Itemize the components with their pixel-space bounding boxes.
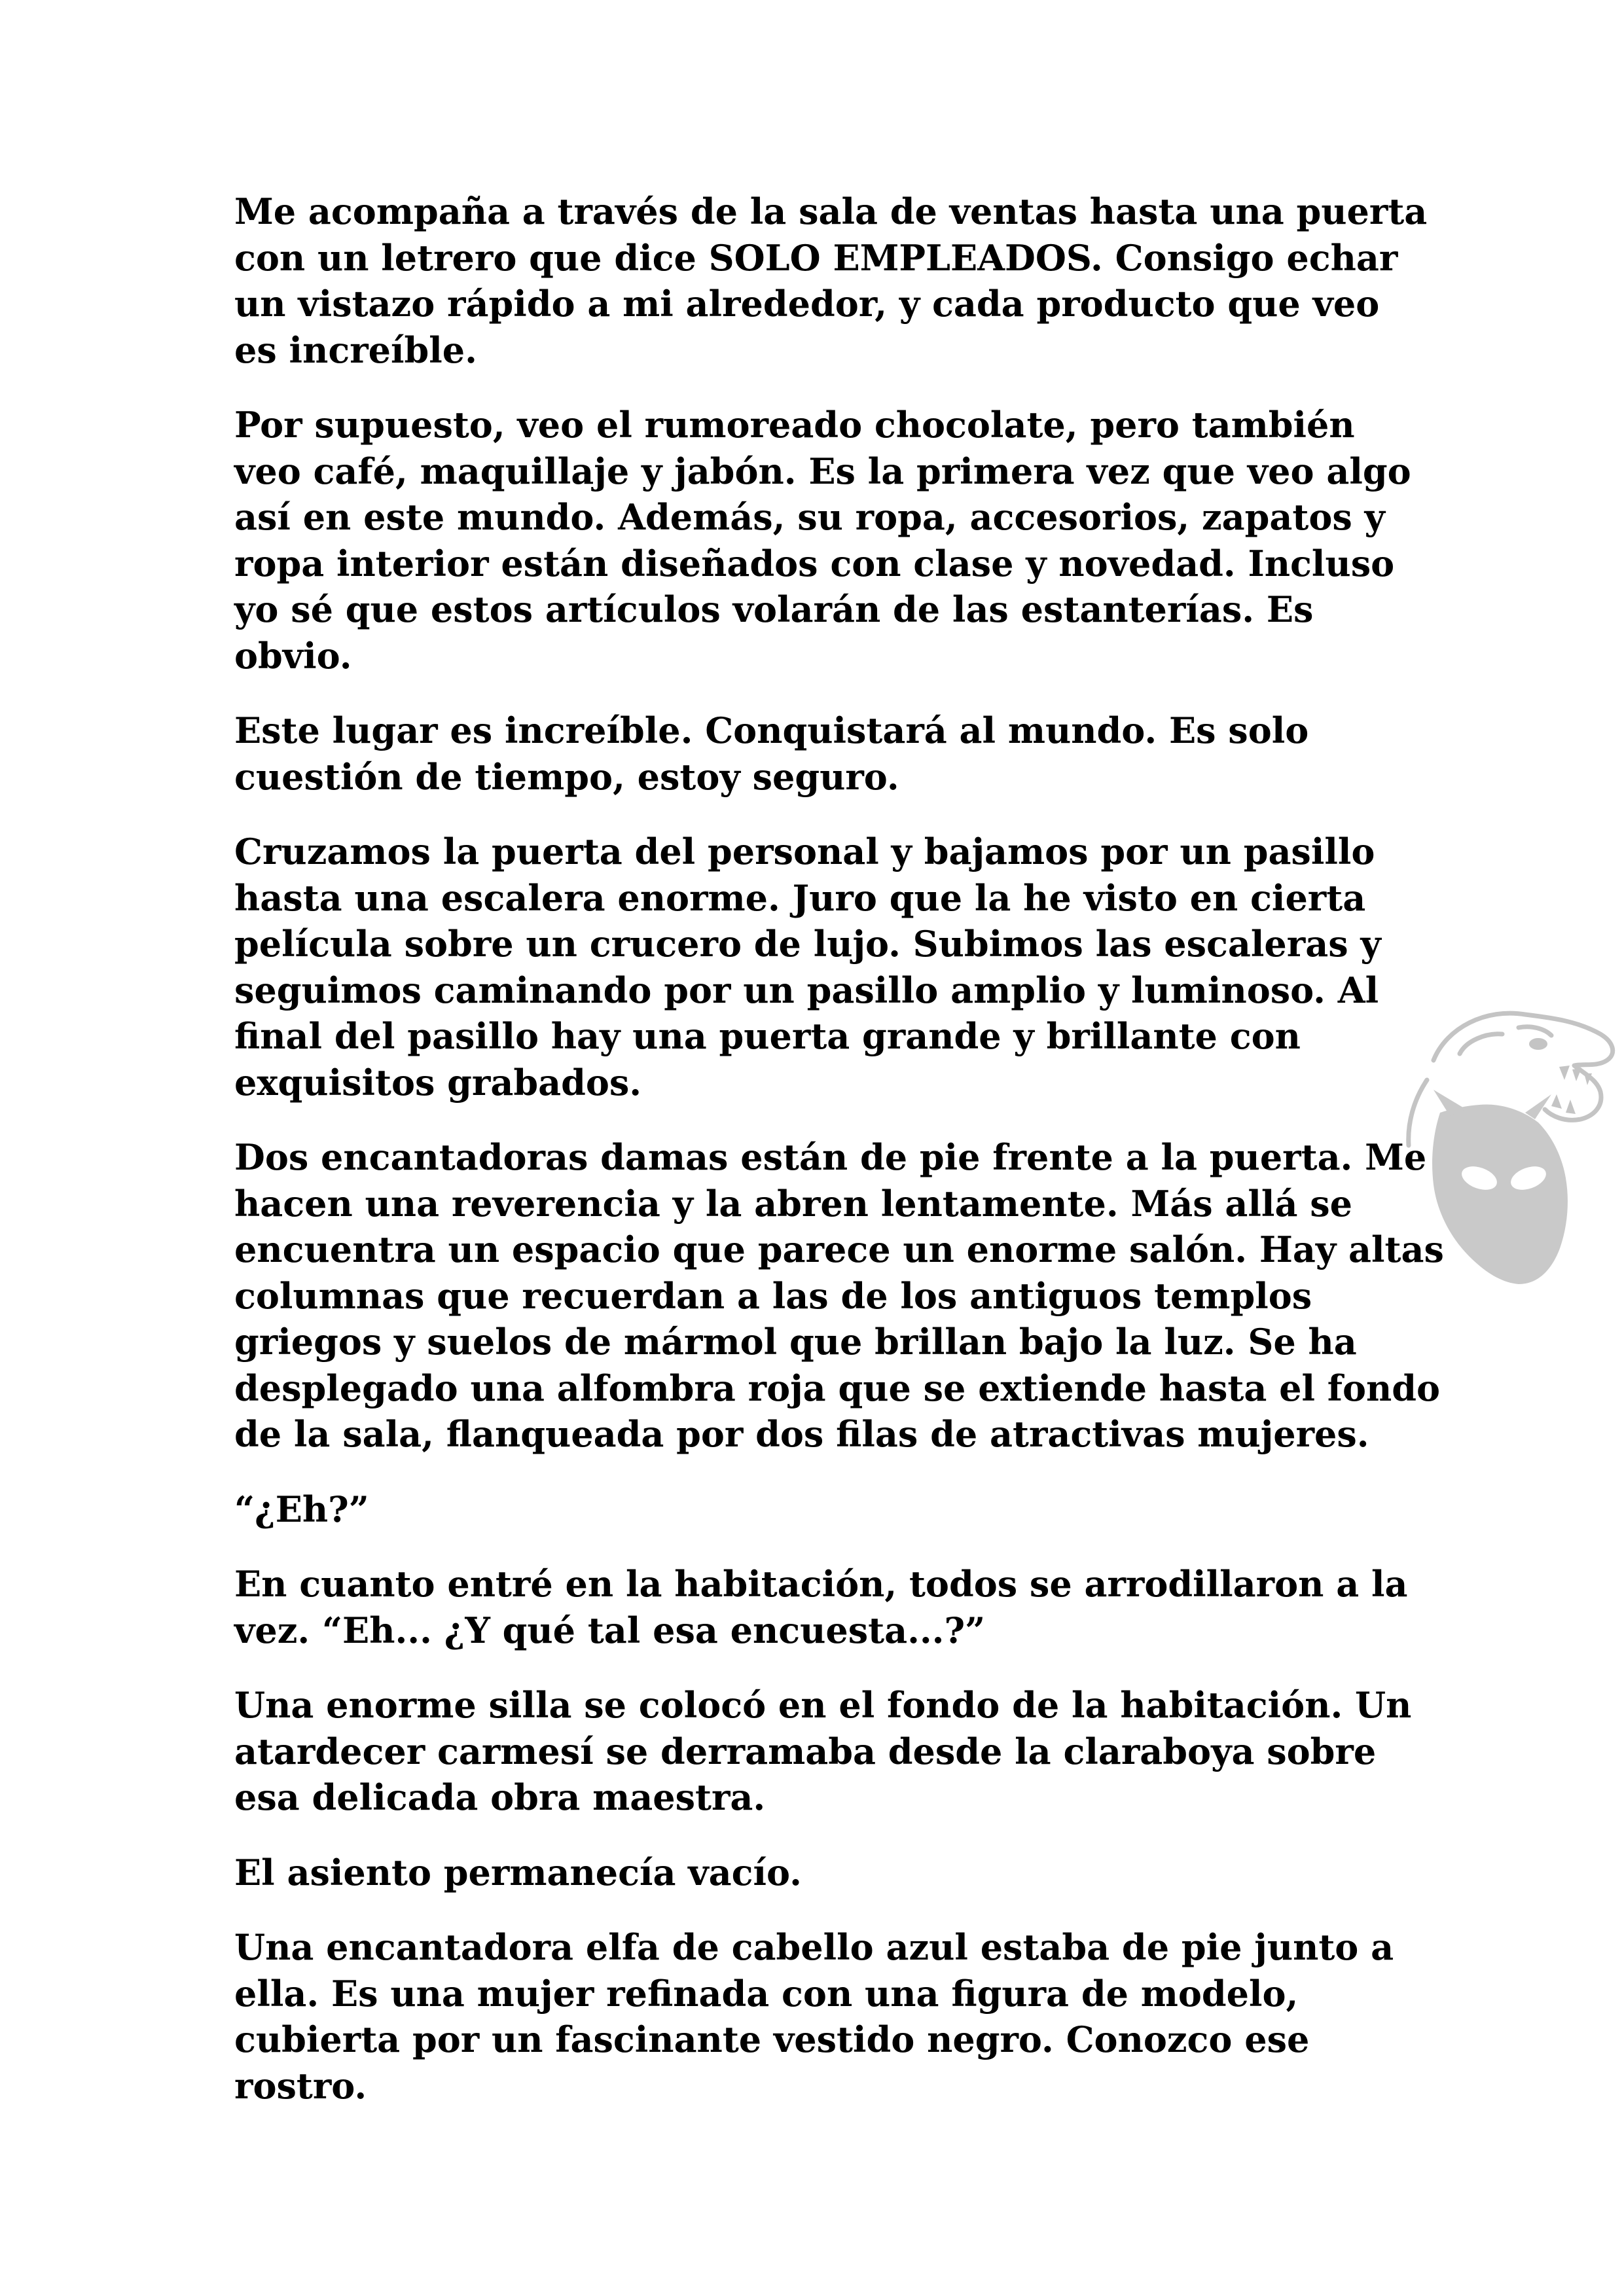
text-line: desplegado una alfombra roja que se extiende hasta el fondo (234, 1367, 1441, 1409)
paragraph (234, 188, 1428, 373)
text-line: columnas que recuerdan a las de los antiguos templos (234, 1274, 1312, 1317)
paragraph (234, 829, 1406, 1105)
text-line: cuestión de tiempo, estoy seguro. (234, 755, 899, 798)
text-line: Este lugar es increíble. Conquistará al mundo. Es solo (234, 709, 1309, 751)
text-line: película sobre un crucero de lujo. Subimos las escaleras y (234, 923, 1381, 965)
paragraph (234, 1682, 1412, 1821)
text-line: Me acompaña a través de la sala de ventas hasta una puerta (234, 190, 1428, 232)
text-line: “¿Eh?” (234, 1488, 369, 1530)
text-line: El asiento permanecía vacío. (234, 1851, 802, 1893)
paragraph (234, 708, 1406, 800)
text-line: es increíble. (234, 329, 477, 371)
text-line: seguimos caminando por un pasillo amplio y luminoso. Al (234, 969, 1379, 1011)
text-line: ella. Es una mujer refinada con una figura de modelo, (234, 1972, 1299, 2015)
text-line: Cruzamos la puerta del personal y bajamos por un pasillo (234, 831, 1375, 872)
text-line: encuentra un espacio que parece un enorme salón. Hay altas (234, 1229, 1444, 1270)
text-line: un vistazo rápido a mi alrededor, y cada producto que veo (234, 283, 1380, 325)
paragraph (234, 1561, 1406, 1653)
text-line: ropa interior están diseñados con clase y novedad. Incluso (234, 542, 1395, 584)
text-line: de la sala, flanqueada por dos filas de atractivas mujeres. (234, 1413, 1369, 1455)
text-line: hacen una reverencia y la abren lentamente. Más allá se (234, 1182, 1352, 1225)
text-line: final del pasillo hay una puerta grande y brillante con (234, 1015, 1301, 1057)
text-line: Por supuesto, veo el rumoreado chocolate, pero también (234, 404, 1355, 446)
text-line: yo sé que estos artículos volarán de las estanterías. Es (234, 588, 1314, 630)
text-line: hasta una escalera enorme. Juro que la he visto en cierta (234, 876, 1366, 919)
text-line: cubierta por un fascinante vestido negro. Conozco ese (234, 2018, 1310, 2060)
paragraph (234, 402, 1411, 679)
text-line: Una encantadora elfa de cabello azul estaba de pie junto a (234, 1926, 1394, 1968)
text-line: vez. “Eh... ¿Y qué tal esa encuesta...?” (234, 1609, 986, 1651)
text-line: obvio. (234, 634, 352, 677)
text-line: exquisitos grabados. (234, 1061, 642, 1103)
paragraph (234, 1924, 1406, 2109)
paragraph (234, 1850, 1406, 1896)
text-line: griegos y suelos de mármol que brillan bajo la luz. Se ha (234, 1321, 1357, 1363)
body-text (234, 188, 1444, 2138)
text-line: así en este mundo. Además, su ropa, accesorios, zapatos y (234, 496, 1385, 538)
text-line: esa delicada obra maestra. (234, 1776, 766, 1818)
dinosaur-head-logo-icon (1388, 982, 1623, 1289)
text-line: con un letrero que dice SOLO EMPLEADOS. Consigo echar (234, 236, 1398, 279)
text-line: atardecer carmesí se derramaba desde la claraboya sobre (234, 1730, 1377, 1772)
text-line: rostro. (234, 2064, 367, 2107)
text-line: Dos encantadoras damas están de pie frente a la puerta. Me (234, 1136, 1427, 1178)
paragraph (234, 1134, 1444, 1458)
text-line: Una enorme silla se colocó en el fondo de la habitación. Un (234, 1684, 1412, 1726)
text-line: En cuanto entré en la habitación, todos se arrodillaron a la (234, 1563, 1408, 1605)
text-line: veo café, maquillaje y jabón. Es la primera vez que veo algo (234, 450, 1411, 492)
paragraph (234, 1486, 1406, 1533)
